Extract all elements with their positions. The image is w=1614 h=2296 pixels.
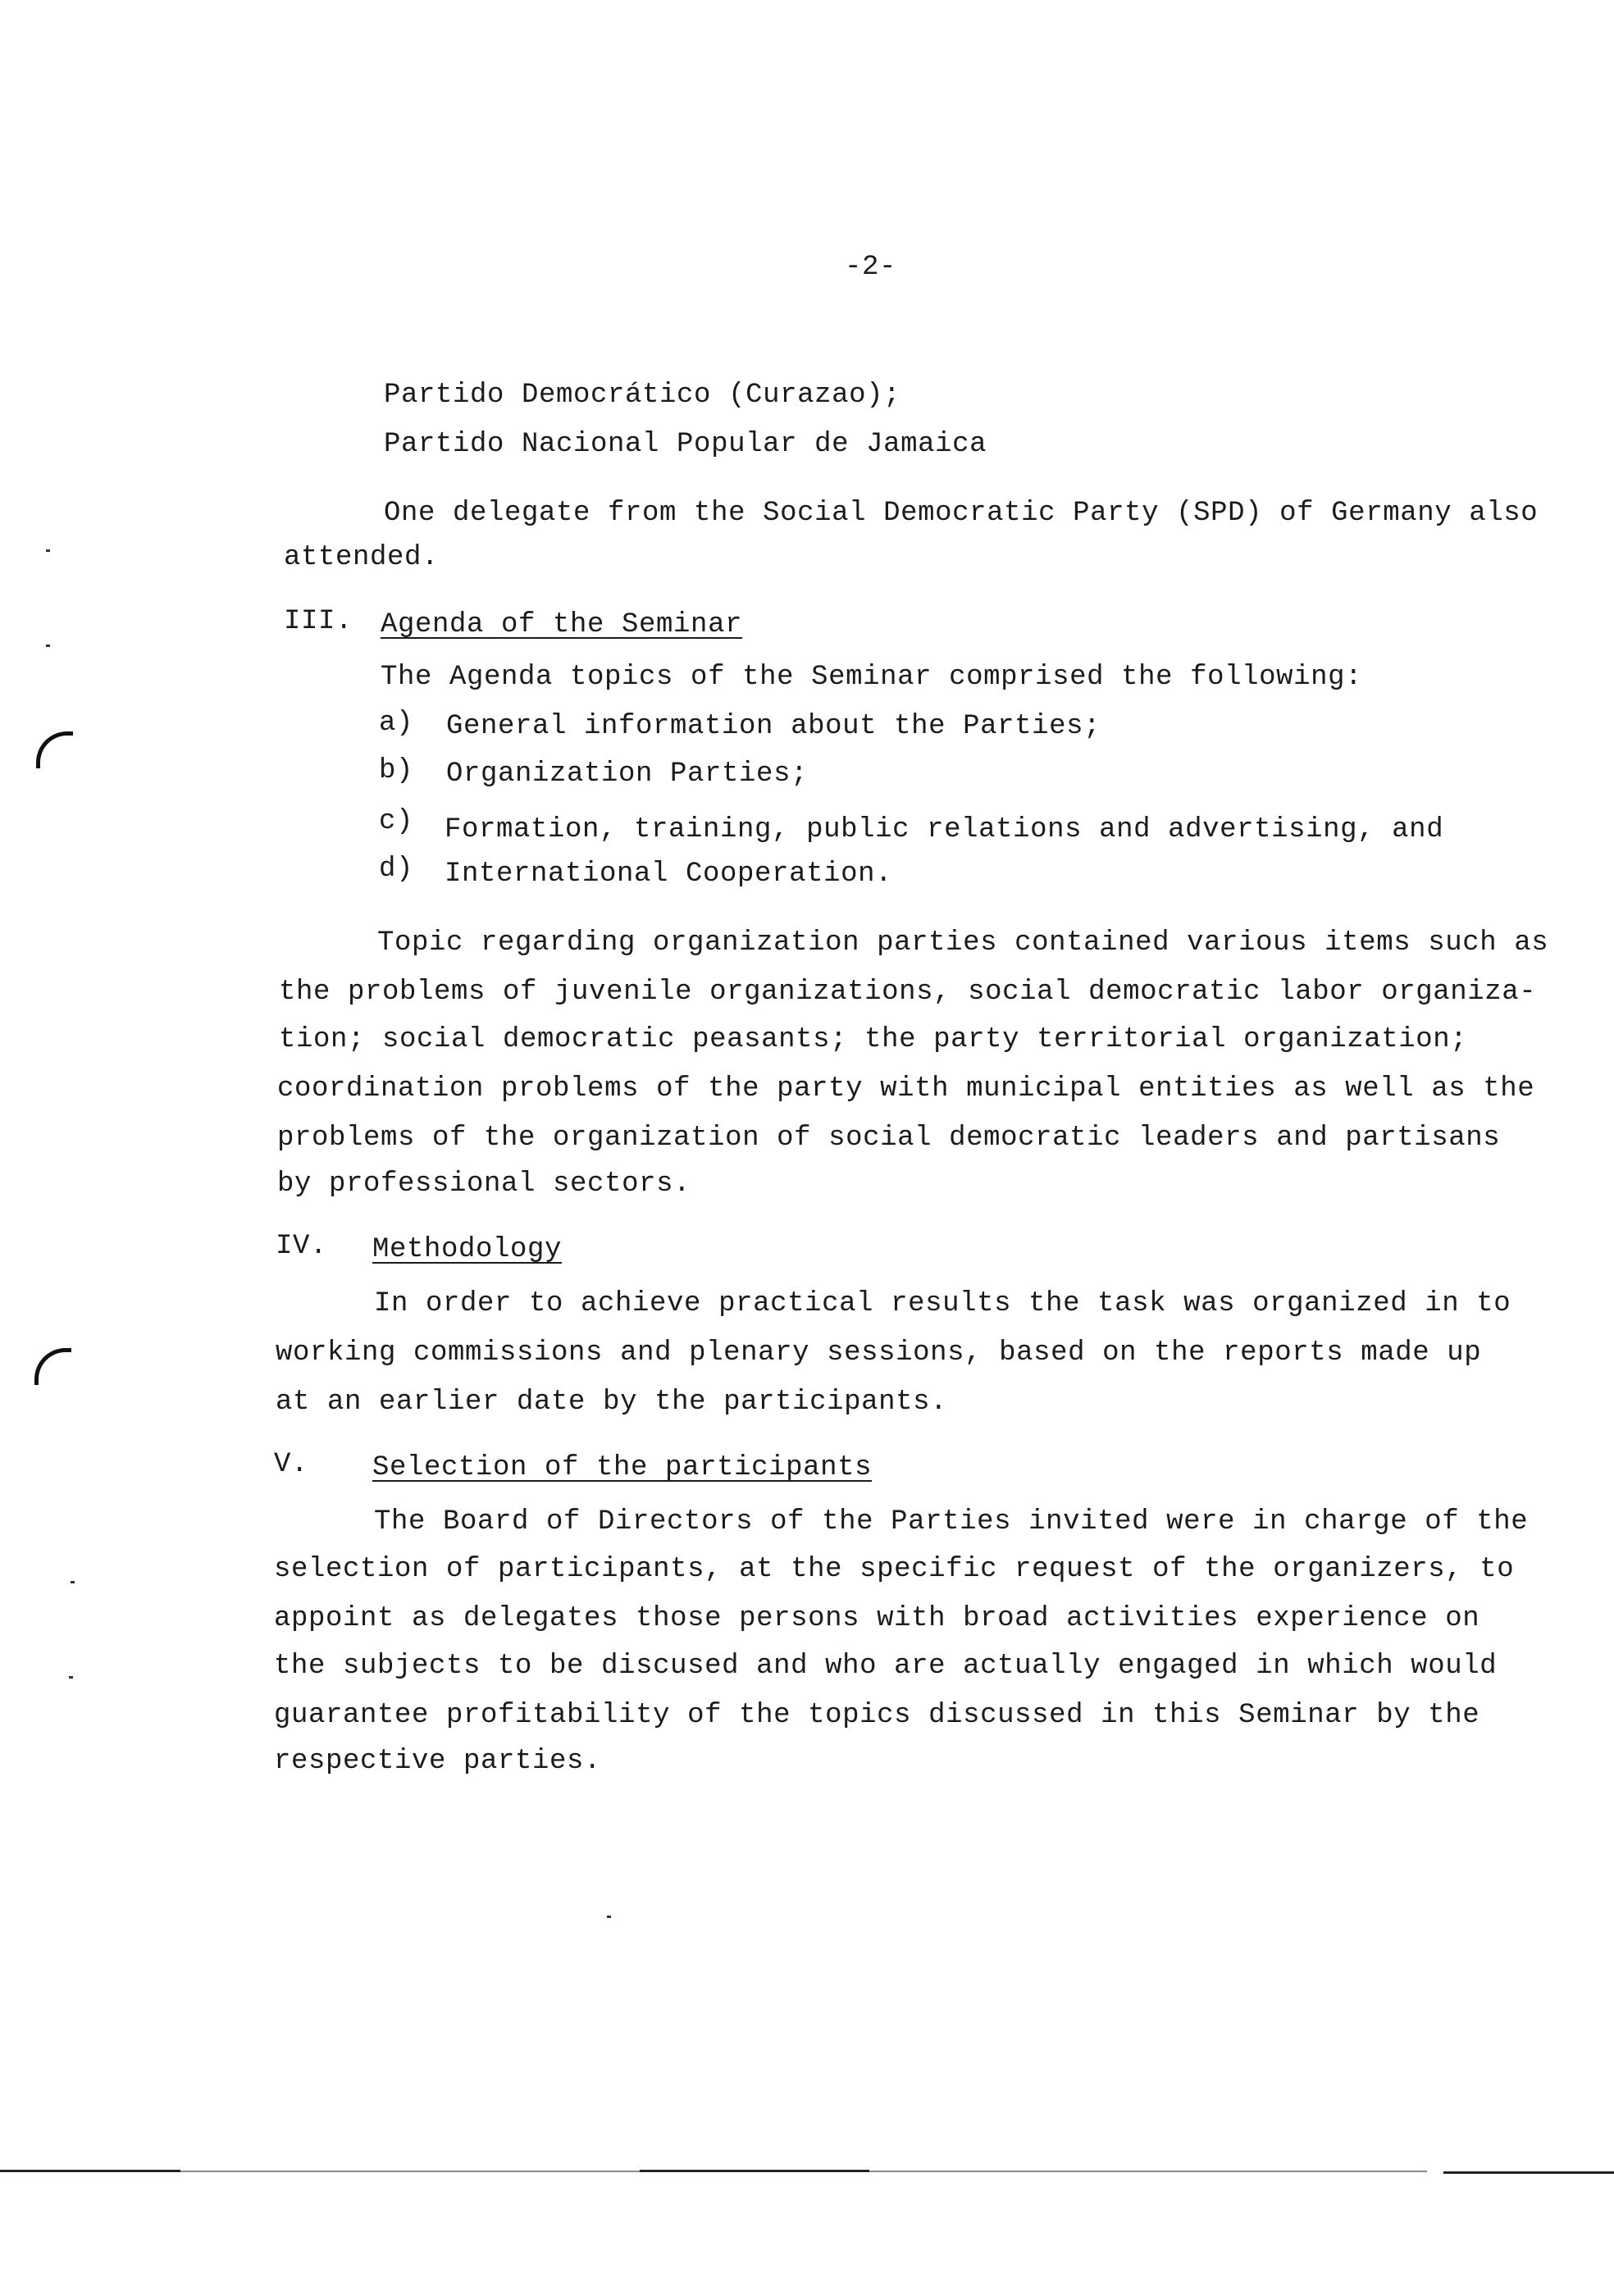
section-5-paragraph-line-5: guarantee profitability of the topics discussed in this Seminar by the	[274, 1700, 1480, 1731]
scan-speck	[69, 1676, 73, 1679]
scan-speck	[71, 1581, 75, 1583]
section-3-paragraph-line-1: Topic regarding organization parties contained various items such as	[377, 927, 1549, 959]
section-3-paragraph-line-2: the problems of juvenile organizations, social democratic labor organiza-	[279, 977, 1537, 1008]
party-line-1: Partido Democrático (Curazao);	[384, 380, 901, 411]
agenda-item-letter-b: b)	[379, 755, 414, 786]
section-5-paragraph-line-4: the subjects to be discused and who are actually engaged in which would	[274, 1651, 1498, 1682]
scan-speck	[607, 1916, 611, 1918]
section-3-paragraph-line-4: coordination problems of the party with municipal entities as well as the	[277, 1073, 1535, 1105]
section-3-numeral: III.	[284, 606, 353, 637]
scan-edge-line	[180, 2171, 640, 2172]
section-3-intro: The Agenda topics of the Seminar comprised the following:	[381, 662, 1363, 693]
scan-edge-line	[869, 2171, 1427, 2172]
scan-edge-line	[1443, 2171, 1614, 2174]
scan-edge-line	[640, 2170, 869, 2172]
section-5-paragraph-line-6: respective parties.	[274, 1746, 602, 1777]
section-3-paragraph-line-5: problems of the organization of social democratic leaders and partisans	[277, 1123, 1501, 1154]
section-3-paragraph-line-3: tion; social democratic peasants; the party territorial organization;	[279, 1024, 1468, 1055]
agenda-item-text-a: General information about the Parties;	[446, 711, 1101, 742]
section-5-numeral: V.	[274, 1449, 309, 1480]
section-3-paragraph-line-6: by professional sectors.	[277, 1168, 691, 1200]
section-4-paragraph-line-3: at an earlier date by the participants.	[276, 1387, 948, 1418]
agenda-item-letter-c: c)	[379, 806, 414, 837]
scan-edge-line	[0, 2170, 180, 2172]
punch-hole-mark-lower	[34, 1348, 71, 1385]
agenda-item-letter-d: d)	[379, 854, 414, 885]
agenda-item-text-c: Formation, training, public relations and advertising, and	[445, 814, 1444, 845]
section-5-paragraph-line-1: The Board of Directors of the Parties invited were in charge of the	[374, 1506, 1529, 1538]
agenda-item-text-d: International Cooperation.	[445, 859, 893, 890]
agenda-item-text-b: Organization Parties;	[446, 758, 809, 790]
section-5-heading: Selection of the participants	[372, 1452, 873, 1483]
agenda-item-letter-a: a)	[379, 708, 414, 739]
page-number: -2-	[845, 252, 897, 283]
scan-speck	[46, 549, 50, 552]
section-4-heading: Methodology	[372, 1234, 563, 1265]
section-4-paragraph-line-2: working commissions and plenary sessions, based on the reports made up	[276, 1337, 1482, 1369]
punch-hole-mark-upper	[36, 731, 73, 768]
section-5-paragraph-line-2: selection of participants, at the specific request of the organizers, to	[274, 1554, 1515, 1585]
section-4-paragraph-line-1: In order to achieve practical results the task was organized in to	[374, 1288, 1511, 1319]
delegate-note-line-2: attended.	[284, 542, 440, 573]
section-5-paragraph-line-3: appoint as delegates those persons with broad activities experience on	[274, 1603, 1480, 1634]
section-3-heading: Agenda of the Seminar	[381, 609, 743, 640]
party-line-2: Partido Nacional Popular de Jamaica	[384, 429, 987, 460]
section-4-numeral: IV.	[276, 1231, 328, 1262]
delegate-note-line-1: One delegate from the Social Democratic Party (SPD) of Germany also	[384, 498, 1539, 529]
scan-speck	[46, 645, 50, 647]
